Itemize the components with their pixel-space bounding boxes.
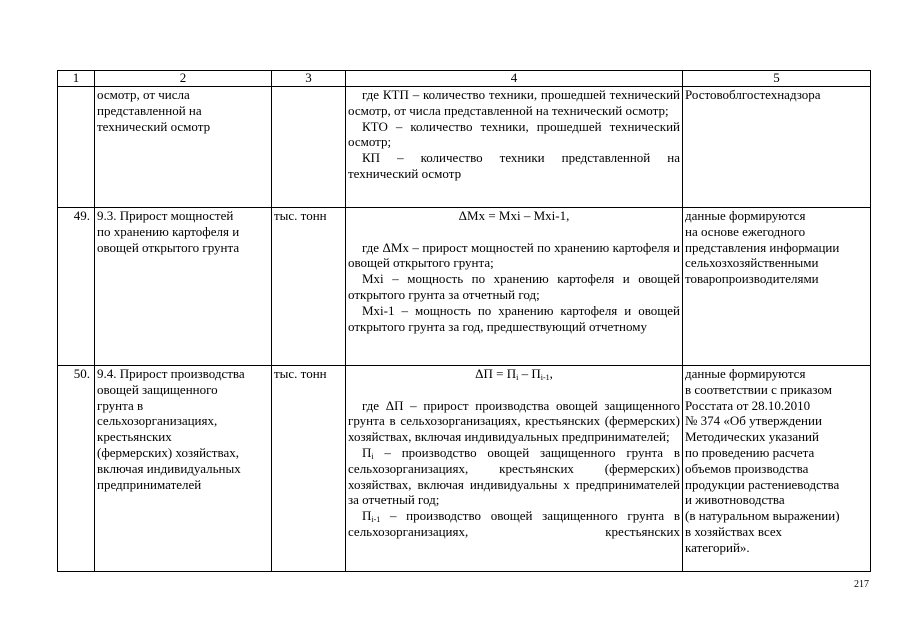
source-line: (в натуральном выражении)	[685, 508, 840, 524]
symbol: П	[362, 508, 372, 524]
indicator-name-line: 9.3. Прирост мощностей	[97, 208, 234, 223]
header-col-3: 3	[272, 71, 346, 87]
blank-line	[348, 382, 680, 398]
unit	[272, 87, 346, 208]
indicator-name-line: представленной на	[97, 102, 202, 118]
method-paragraph: КП – количество техники представленной на технический осмотр	[348, 150, 680, 181]
table-row-49	[58, 208, 871, 366]
symbol-subscript: i	[371, 451, 374, 461]
indicator-name	[95, 87, 272, 208]
formula-part: ΔП = П	[475, 366, 517, 381]
blank-line	[348, 224, 680, 240]
definition-text: – производство овощей защищенного грунта в сельхозорганизациях, крестьянских (фермерских) хозяйствах, включая индивидуальны х предпринимателей за отчетный год;	[348, 444, 680, 508]
indicator-name-line: 9.4. Прирост производства	[97, 366, 245, 381]
indicator-name-line: предпринимателей	[97, 476, 202, 492]
table-row-continued	[58, 87, 871, 208]
formula-subscript: i	[516, 373, 519, 382]
formula	[348, 366, 680, 382]
source-line: № 374 «Об утверждении	[685, 413, 822, 429]
source-line: и животноводства	[685, 492, 785, 508]
formula-part: – П	[518, 366, 541, 381]
indicator-name-line: по хранению картофеля и	[97, 223, 240, 239]
method-paragraph: где КТП – количество техники, прошедшей технический осмотр, от числа представленной на технический осмотр;	[348, 87, 680, 118]
source-line: товаропроизводителями	[685, 271, 819, 287]
definition-text: – производство овощей защищенного грунта в сельхозорганизациях, крестьянских	[348, 508, 680, 539]
method-description	[346, 87, 683, 208]
table-row-50	[58, 366, 871, 572]
method-paragraph: Мхi – мощность по хранению картофеля и овощей открытого грунта за отчетный год;	[348, 271, 680, 302]
source-line: в соответствии с приказом	[685, 381, 832, 397]
method-paragraph	[348, 445, 680, 508]
row-number: 49.	[58, 208, 95, 366]
header-col-2: 2	[95, 71, 272, 87]
source-line: представления информации	[685, 239, 840, 255]
row-number: 50.	[58, 366, 95, 572]
header-col-4: 4	[346, 71, 683, 87]
indicator-name-line: овощей защищенного	[97, 381, 218, 397]
source-line: данные формируются	[685, 366, 806, 381]
unit: тыс. тонн	[272, 366, 346, 572]
header-col-5: 5	[683, 71, 871, 87]
page-number: 217	[854, 579, 869, 590]
indicator-name-line: грунта в	[97, 397, 144, 413]
indicator-name-line: овощей открытого грунта	[97, 239, 240, 255]
formula-subscript: i-1	[540, 373, 550, 382]
indicator-name-line: включая индивидуальных	[97, 460, 241, 476]
source-line: по проведению расчета	[685, 444, 815, 460]
source-line: в хозяйствах всех	[685, 523, 782, 539]
method-paragraph	[348, 508, 680, 540]
data-source	[683, 208, 871, 366]
indicator-name	[95, 208, 272, 366]
source-line: на основе ежегодного	[685, 223, 806, 239]
source-line: сельхозхозяйственными	[685, 255, 819, 271]
method-description	[346, 208, 683, 366]
method-paragraph: где ΔП – прирост производства овощей защищенного грунта в сельхозорганизациях, крестьянских (фермерских) хозяйствах, включая индивидуальных предпринимателей;	[348, 397, 680, 445]
symbol-subscript: i-1	[371, 515, 381, 525]
formula: ΔМх = Мхi – Мхi-1,	[458, 208, 570, 223]
indicator-name-line: технический осмотр	[97, 118, 211, 134]
method-paragraph: Мхi-1 – мощность по хранению картофеля и овощей открытого грунта за год, предшествующий отчетному	[348, 302, 680, 334]
method-paragraph: КТО – количество техники, прошедшей технический осмотр;	[348, 118, 680, 150]
symbol: П	[362, 444, 372, 460]
data-source: Ростовоблгостехнадзора	[683, 87, 871, 208]
source-line: Методических указаний	[685, 429, 819, 445]
data-source	[683, 366, 871, 572]
indicators-table	[57, 70, 871, 572]
unit: тыс. тонн	[272, 208, 346, 366]
source-line: данные формируются	[685, 208, 806, 223]
indicator-name-line: сельхозорганизациях,	[97, 413, 218, 429]
source-line: категорий».	[685, 539, 750, 555]
source-line: Росстата от 28.10.2010	[685, 397, 811, 413]
method-description	[346, 366, 683, 572]
indicator-name-line: крестьянских	[97, 429, 172, 445]
method-paragraph: где ΔМх – прирост мощностей по хранению картофеля и овощей открытого грунта;	[348, 239, 680, 271]
row-number	[58, 87, 95, 208]
indicator-name-line: осмотр, от числа	[97, 87, 190, 102]
indicator-name-line: (фермерских) хозяйствах,	[97, 444, 239, 460]
source-line: продукции растениеводства	[685, 476, 840, 492]
source-line: объемов производства	[685, 460, 809, 476]
table-header-row	[58, 71, 871, 87]
formula-part: ,	[549, 366, 553, 381]
indicator-name	[95, 366, 272, 572]
header-col-1: 1	[58, 71, 95, 87]
